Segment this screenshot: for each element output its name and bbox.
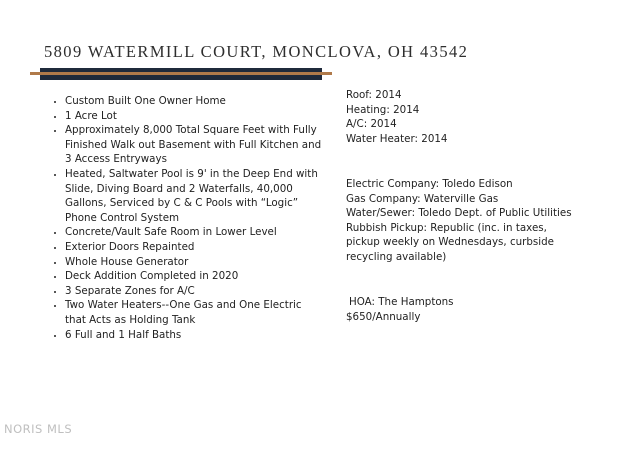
hoa-info <box>346 295 454 324</box>
feature-item: • Two Water Heaters--One Gas and One Electric that Acts as Holding Tank <box>65 298 323 327</box>
feature-item: • Heated, Saltwater Pool is 9' in the Deep End with Slide, Diving Board and 2 Waterfalls, 40,000 Gallons, Serviced by C & C Pools with “Logic” Phone Control System <box>65 167 323 225</box>
hoa-fee: $650/Annually <box>346 310 421 323</box>
hoa-name: HOA: The Hamptons <box>349 296 454 308</box>
feature-item: • 1 Acre Lot <box>65 109 323 124</box>
feature-item: • Exterior Doors Repainted <box>65 240 323 255</box>
divider-gold-line <box>30 72 332 75</box>
systems-info <box>346 88 447 146</box>
electric-company: Electric Company: Toledo Edison <box>346 178 513 190</box>
feature-item: • Approximately 8,000 Total Square Feet with Fully Finished Walk out Basement with Full Kitchen and 3 Access Entryways <box>65 123 323 167</box>
utilities-info <box>346 177 582 265</box>
title-divider <box>30 68 332 80</box>
feature-item: • 3 Separate Zones for A/C <box>65 284 323 299</box>
mls-watermark: NORIS MLS <box>4 422 73 436</box>
rubbish-pickup: Rubbish Pickup: Republic (inc. in taxes, pickup weekly on Wednesdays, curbside recycling available) <box>346 221 554 263</box>
water-heater-year: Water Heater: 2014 <box>346 132 448 145</box>
heating-year: Heating: 2014 <box>346 103 420 116</box>
features-list <box>56 94 323 342</box>
feature-item: • Whole House Generator <box>65 255 323 270</box>
feature-item: • Concrete/Vault Safe Room in Lower Level <box>65 225 323 240</box>
roof-year: Roof: 2014 <box>346 89 402 101</box>
gas-company: Gas Company: Waterville Gas <box>346 192 499 205</box>
water-sewer: Water/Sewer: Toledo Dept. of Public Utilities <box>346 207 572 220</box>
feature-item: • 6 Full and 1 Half Baths <box>65 328 323 343</box>
feature-item: • Custom Built One Owner Home <box>65 94 323 109</box>
page-title: 5809 WATERMILL COURT, MONCLOVA, OH 43542 <box>44 42 469 61</box>
ac-year: A/C: 2014 <box>346 118 397 131</box>
feature-item: • Deck Addition Completed in 2020 <box>65 269 323 284</box>
